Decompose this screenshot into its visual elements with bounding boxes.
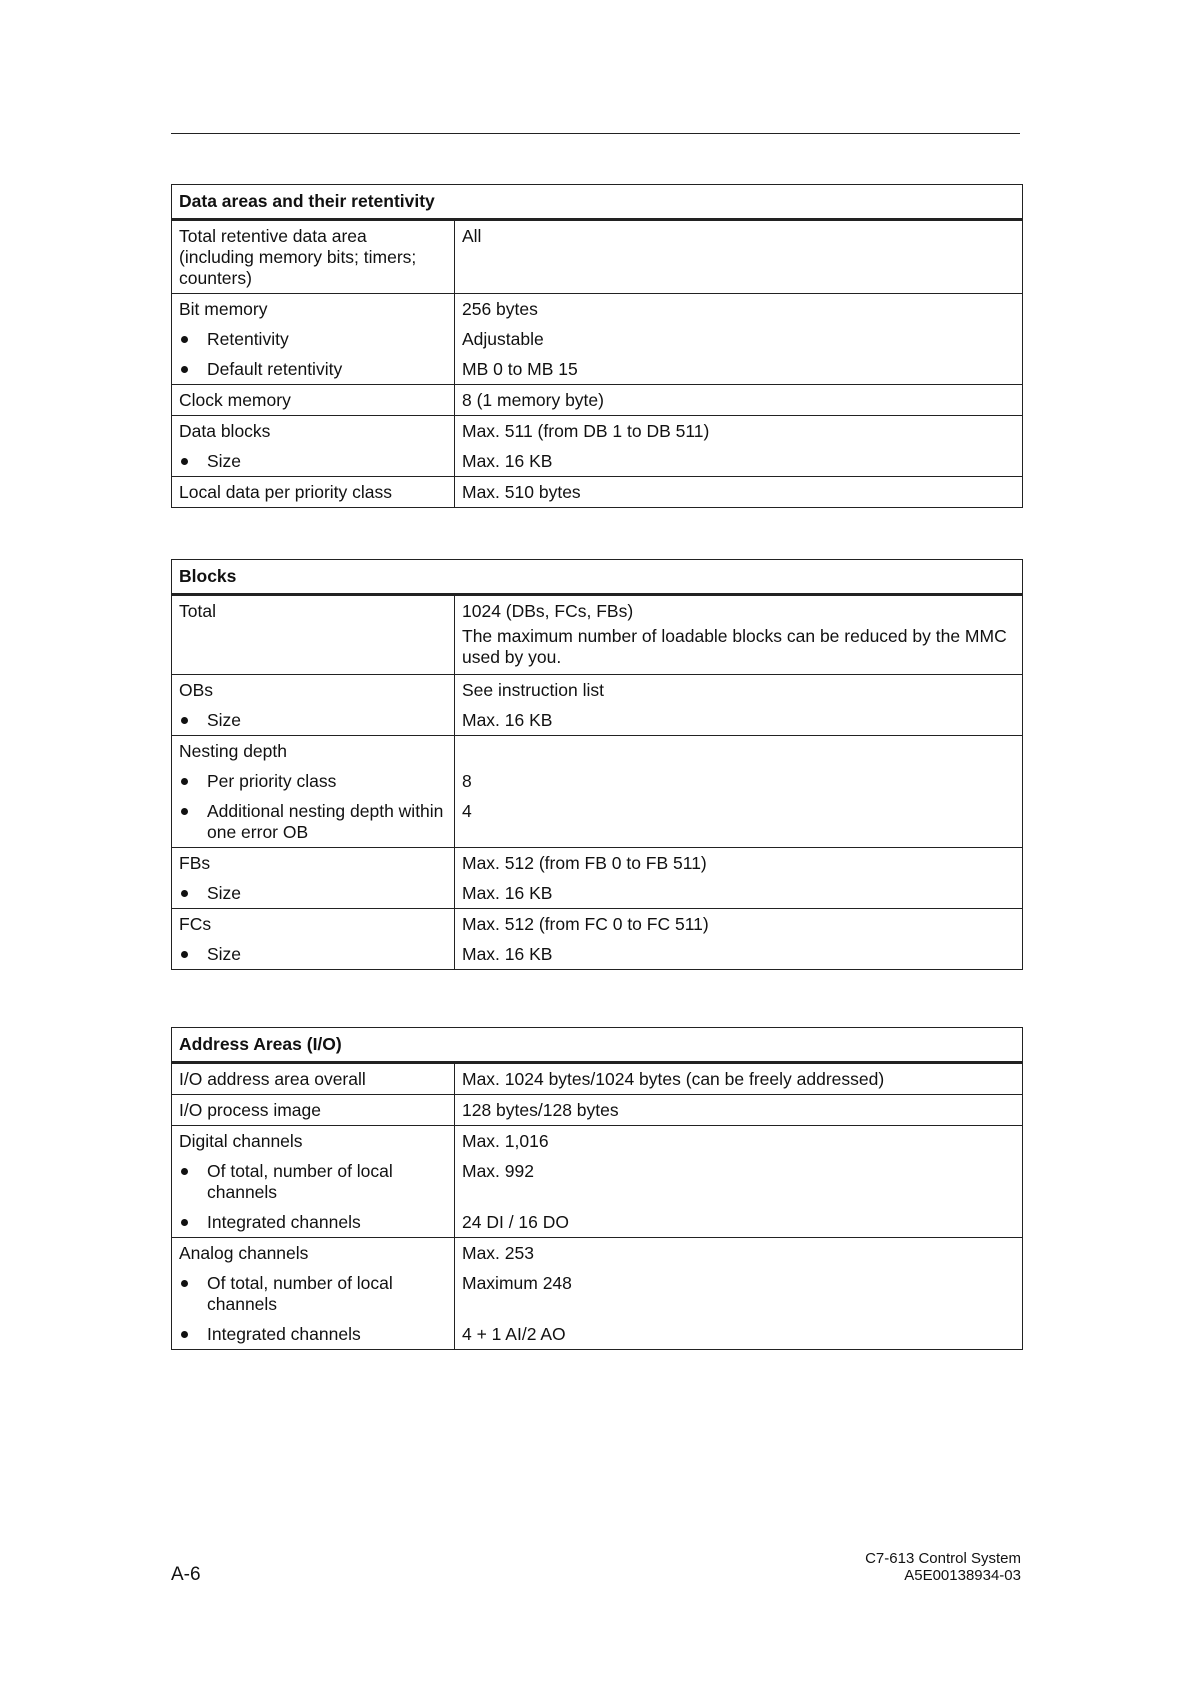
row-label: Analog channels: [179, 1243, 309, 1263]
row-label: FCs: [179, 914, 212, 934]
value-cell: [455, 1095, 1023, 1126]
row-value: Max. 16 KB: [462, 710, 553, 730]
row-value: 256 bytes: [462, 299, 538, 319]
bullet-item: Size: [172, 446, 454, 476]
row-value: Max. 1024 bytes/1024 bytes (can be freely addressed): [462, 1069, 885, 1089]
table-row-group: [172, 595, 1023, 675]
table-row-group: [172, 1063, 1023, 1095]
label-cell: [172, 909, 455, 970]
label-cell: [172, 1238, 455, 1350]
row-label: Local data per priority class: [179, 482, 393, 502]
value-cell: [455, 909, 1023, 970]
value-cell: [455, 1063, 1023, 1095]
row-value: [455, 736, 1022, 766]
row-label: I/O process image: [179, 1100, 321, 1120]
blocks-table: [171, 559, 1023, 970]
header-rule: [171, 133, 1020, 134]
row-value: Maximum 248: [462, 1273, 572, 1293]
value-cell: [455, 848, 1023, 909]
row-value: Max. 992: [462, 1161, 534, 1181]
value-cell: [455, 385, 1023, 416]
row-label: Clock memory: [179, 390, 291, 410]
bullet-item: Per priority class: [172, 766, 454, 796]
bullet-item: Retentivity: [172, 324, 454, 354]
row-value: Max. 512 (from FB 0 to FB 511): [462, 853, 707, 873]
row-value: 1024 (DBs, FCs, FBs): [462, 601, 634, 621]
bullet-item: Size: [172, 878, 454, 908]
value-cell: [455, 220, 1023, 294]
table-header: Address Areas (I/O): [172, 1028, 1023, 1063]
row-label: I/O address area overall: [179, 1069, 366, 1089]
row-value: Max. 511 (from DB 1 to DB 511): [462, 421, 710, 441]
row-value: See instruction list: [462, 680, 605, 700]
label-cell: [172, 848, 455, 909]
row-value-note: The maximum number of loadable blocks can be reduced by the MMC used by you.: [462, 626, 1007, 667]
label-cell: [172, 294, 455, 385]
row-label: Digital channels: [179, 1131, 303, 1151]
bullet-item: Of total, number of local channels: [172, 1268, 454, 1319]
label-cell: [172, 595, 455, 675]
row-label: Nesting depth: [179, 741, 287, 761]
label-cell: [172, 1063, 455, 1095]
row-value: Max. 16 KB: [462, 944, 553, 964]
table-header: Blocks: [172, 560, 1023, 595]
row-value: Adjustable: [462, 329, 544, 349]
bullet-item: Integrated channels: [172, 1319, 454, 1349]
table-row-group: [172, 385, 1023, 416]
row-value: Max. 253: [462, 1243, 534, 1263]
value-cell: [455, 416, 1023, 477]
table-row-group: [172, 1095, 1023, 1126]
bullet-item: Integrated channels: [172, 1207, 454, 1237]
label-cell: [172, 1126, 455, 1238]
row-value: All: [462, 226, 482, 246]
row-value: 8: [462, 771, 472, 791]
bullet-item: Size: [172, 705, 454, 735]
row-value: Max. 16 KB: [462, 883, 553, 903]
page-number: A-6: [171, 1564, 201, 1585]
row-label: [172, 221, 454, 293]
table-row-group: [172, 294, 1023, 385]
label-cell: [172, 385, 455, 416]
row-label: Data blocks: [179, 421, 271, 441]
table-row-group: [172, 909, 1023, 970]
bullet-item: Default retentivity: [172, 354, 454, 384]
value-cell: [455, 675, 1023, 736]
label-line: counters): [179, 268, 252, 288]
label-cell: [172, 220, 455, 294]
row-value: Max. 510 bytes: [462, 482, 581, 502]
table-row-group: [172, 477, 1023, 508]
table-row-group: [172, 675, 1023, 736]
row-value: 128 bytes/128 bytes: [462, 1100, 619, 1120]
value-cell: [455, 1238, 1023, 1350]
table-row-group: [172, 736, 1023, 848]
doc-info: [865, 1550, 1021, 1584]
bullet-item: Additional nesting depth within one error OB: [172, 796, 454, 847]
table-row-group: [172, 848, 1023, 909]
doc-title: C7-613 Control System: [865, 1550, 1021, 1567]
row-value: MB 0 to MB 15: [462, 359, 578, 379]
row-label: OBs: [179, 680, 214, 700]
value-cell: [455, 294, 1023, 385]
value-cell: [455, 595, 1023, 675]
label-cell: [172, 416, 455, 477]
doc-number: A5E00138934-03: [904, 1567, 1021, 1584]
data-areas-table: [171, 184, 1023, 508]
table-row-group: [172, 1238, 1023, 1350]
table-header: Data areas and their retentivity: [172, 185, 1023, 220]
label-cell: [172, 736, 455, 848]
label-cell: [172, 675, 455, 736]
row-value: 8 (1 memory byte): [462, 390, 604, 410]
table-row-group: [172, 416, 1023, 477]
value-cell: [455, 1126, 1023, 1238]
value-cell: [455, 477, 1023, 508]
row-value: Max. 16 KB: [462, 451, 553, 471]
value-cell: [455, 736, 1023, 848]
label-line: (including memory bits; timers;: [179, 247, 417, 267]
address-areas-table: [171, 1027, 1023, 1350]
row-label: FBs: [179, 853, 211, 873]
row-value: 4: [462, 801, 472, 821]
label-line: Total retentive data area: [179, 226, 367, 246]
table-row-group: [172, 1126, 1023, 1238]
label-cell: [172, 1095, 455, 1126]
row-value: Max. 1,016: [462, 1131, 549, 1151]
row-value: 24 DI / 16 DO: [462, 1212, 569, 1232]
row-label: Total: [179, 601, 216, 621]
row-value: 4 + 1 AI/2 AO: [462, 1324, 566, 1344]
row-label: Bit memory: [179, 299, 268, 319]
label-cell: [172, 477, 455, 508]
bullet-item: Of total, number of local channels: [172, 1156, 454, 1207]
bullet-item: Size: [172, 939, 454, 969]
table-row-group: [172, 220, 1023, 294]
row-value: Max. 512 (from FC 0 to FC 511): [462, 914, 709, 934]
